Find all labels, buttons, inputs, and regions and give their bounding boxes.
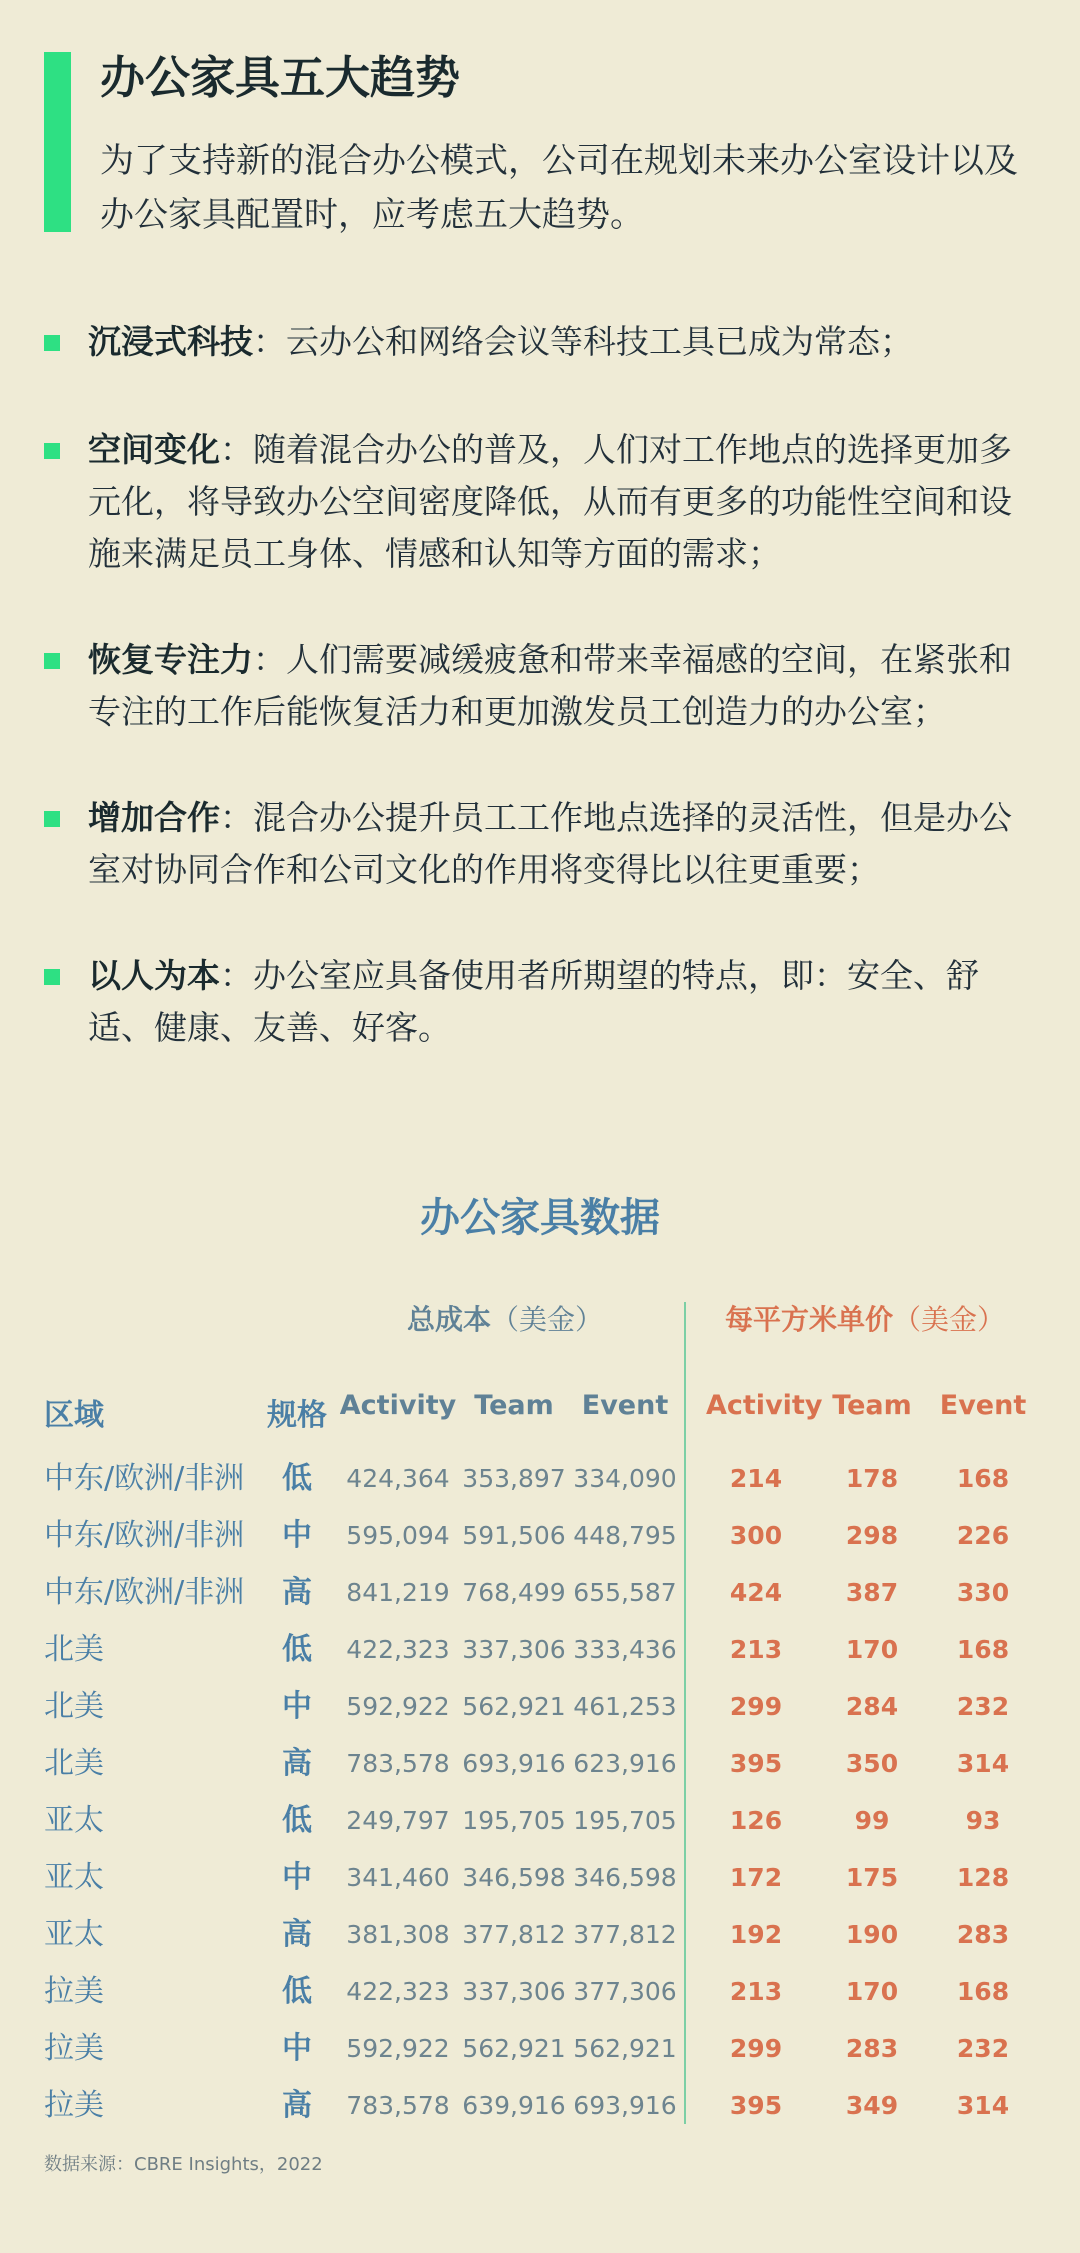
group-header-total-cost [340, 1298, 670, 1338]
cell-unit-activity: 213 [729, 1977, 783, 2006]
cell-unit-activity: 395 [729, 1749, 783, 1778]
cell-region: 拉美 [44, 2088, 104, 2123]
cell-unit-event: 232 [956, 1692, 1010, 1721]
cell-unit-team: 350 [845, 1749, 899, 1778]
group-label: 总成本 [406, 1303, 491, 1336]
cell-spec: 低 [282, 1461, 312, 1496]
cell-unit-event: 283 [956, 1920, 1010, 1949]
cell-unit-team: 170 [845, 1635, 899, 1664]
cell-region: 北美 [44, 1632, 104, 1667]
cell-region: 亚太 [44, 1803, 104, 1838]
group-unit: （美金） [893, 1303, 1006, 1336]
cell-unit-event: 232 [956, 2034, 1010, 2063]
cell-total-event: 377,812 [573, 1920, 677, 1949]
cell-total-event: 333,436 [573, 1635, 677, 1664]
header-total-event: Event [581, 1390, 669, 1421]
cell-total-activity: 783,578 [346, 1749, 450, 1778]
cell-total-team: 195,705 [462, 1806, 566, 1835]
cell-region: 中东/欧洲/非洲 [44, 1518, 245, 1553]
cell-total-team: 768,499 [462, 1578, 566, 1607]
cell-spec: 低 [282, 1974, 312, 2009]
accent-bar [44, 52, 71, 232]
cell-unit-activity: 300 [729, 1521, 783, 1550]
square-bullet-icon [44, 969, 60, 985]
cell-unit-activity: 299 [729, 1692, 783, 1721]
cell-unit-team: 190 [845, 1920, 899, 1949]
cell-total-event: 448,795 [573, 1521, 677, 1550]
cell-unit-team: 387 [845, 1578, 899, 1607]
group-label: 每平方米单价 [724, 1303, 893, 1336]
intro-paragraph: 为了支持新的混合办公模式，公司在规划未来办公室设计以及办公家具配置时，应考虑五大趋势。 [100, 141, 1018, 235]
trend-term: 恢复专注力 [88, 640, 253, 679]
cell-total-team: 562,921 [462, 1692, 566, 1721]
cell-unit-team: 284 [845, 1692, 899, 1721]
cell-unit-team: 170 [845, 1977, 899, 2006]
cell-total-activity: 783,578 [346, 2091, 450, 2120]
group-header-unit-price [690, 1298, 1040, 1338]
cell-unit-event: 168 [956, 1635, 1010, 1664]
table-row [0, 2020, 1080, 2077]
trend-text: ：云办公和网络会议等科技工具已成为常态； [253, 322, 913, 361]
cell-unit-activity: 213 [729, 1635, 783, 1664]
cell-total-activity: 424,364 [346, 1464, 450, 1493]
cell-total-activity: 592,922 [346, 1692, 450, 1721]
cell-spec: 中 [282, 1518, 312, 1553]
trend-term: 以人为本 [88, 956, 220, 995]
header-unit-event: Event [939, 1390, 1027, 1421]
cell-region: 北美 [44, 1746, 104, 1781]
cell-region: 亚太 [44, 1860, 104, 1895]
table-row [0, 1450, 1080, 1507]
cell-spec: 高 [282, 2088, 312, 2123]
cell-region: 中东/欧洲/非洲 [44, 1575, 245, 1610]
cell-region: 拉美 [44, 2031, 104, 2066]
cell-total-event: 377,306 [573, 1977, 677, 2006]
cell-unit-event: 226 [956, 1521, 1010, 1550]
table-row [0, 1735, 1080, 1792]
header-unit-team: Team [832, 1390, 912, 1421]
cell-unit-team: 99 [854, 1806, 890, 1835]
trend-term: 空间变化 [88, 430, 220, 469]
cell-unit-activity: 126 [729, 1806, 783, 1835]
trend-item [44, 316, 1044, 368]
cell-unit-event: 93 [965, 1806, 1001, 1835]
cell-total-team: 591,506 [462, 1521, 566, 1550]
trend-item [44, 950, 1044, 1054]
cell-unit-team: 298 [845, 1521, 899, 1550]
table-row [0, 1507, 1080, 1564]
header-spec: 规格 [267, 1398, 327, 1433]
data-source-note: 数据来源：CBRE Insights，2022 [44, 2154, 323, 2175]
trend-text: ：办公室应具备使用者所期望的特点，即：安全、舒适、健康、友善、好客。 [88, 956, 979, 1047]
group-unit: （美金） [491, 1303, 604, 1336]
cell-unit-activity: 299 [729, 2034, 783, 2063]
cell-unit-event: 314 [956, 2091, 1010, 2120]
cell-unit-activity: 172 [729, 1863, 783, 1892]
table-row [0, 1792, 1080, 1849]
cell-region: 北美 [44, 1689, 104, 1724]
cell-region: 中东/欧洲/非洲 [44, 1461, 245, 1496]
cell-unit-activity: 395 [729, 2091, 783, 2120]
cell-unit-event: 330 [956, 1578, 1010, 1607]
cell-total-activity: 381,308 [346, 1920, 450, 1949]
cell-unit-team: 178 [845, 1464, 899, 1493]
trend-item [44, 424, 1044, 580]
table-row [0, 1564, 1080, 1621]
cell-total-team: 639,916 [462, 2091, 566, 2120]
cell-spec: 低 [282, 1632, 312, 1667]
cell-total-event: 195,705 [573, 1806, 677, 1835]
trend-item [44, 792, 1044, 896]
cell-unit-event: 314 [956, 1749, 1010, 1778]
cell-total-activity: 595,094 [346, 1521, 450, 1550]
page-title: 办公家具五大趋势 [100, 51, 461, 104]
cell-spec: 高 [282, 1575, 312, 1610]
cell-total-team: 693,916 [462, 1749, 566, 1778]
cell-spec: 高 [282, 1746, 312, 1781]
cell-total-event: 562,921 [573, 2034, 677, 2063]
cell-unit-team: 349 [845, 2091, 899, 2120]
cell-unit-team: 283 [845, 2034, 899, 2063]
cell-spec: 中 [282, 1689, 312, 1724]
header-region: 区域 [44, 1398, 104, 1433]
square-bullet-icon [44, 653, 60, 669]
cell-total-event: 693,916 [573, 2091, 677, 2120]
cell-total-activity: 422,323 [346, 1635, 450, 1664]
cell-region: 拉美 [44, 1974, 104, 2009]
cell-total-event: 346,598 [573, 1863, 677, 1892]
cell-total-team: 562,921 [462, 2034, 566, 2063]
cell-total-event: 623,916 [573, 1749, 677, 1778]
trend-list [44, 316, 1044, 1108]
cell-total-activity: 422,323 [346, 1977, 450, 2006]
cell-total-team: 346,598 [462, 1863, 566, 1892]
cell-total-event: 655,587 [573, 1578, 677, 1607]
square-bullet-icon [44, 443, 60, 459]
cell-unit-event: 168 [956, 1977, 1010, 2006]
cell-total-event: 334,090 [573, 1464, 677, 1493]
trend-item [44, 634, 1044, 738]
trend-term: 沉浸式科技 [88, 322, 253, 361]
table-row [0, 1849, 1080, 1906]
header-total-activity: Activity [339, 1390, 457, 1421]
cell-spec: 高 [282, 1917, 312, 1952]
cell-total-team: 353,897 [462, 1464, 566, 1493]
trend-text: ：混合办公提升员工工作地点选择的灵活性，但是办公室对协同合作和公司文化的作用将变得比以往更重要； [88, 798, 1012, 889]
cell-unit-team: 175 [845, 1863, 899, 1892]
cell-unit-event: 128 [956, 1863, 1010, 1892]
table-row [0, 1906, 1080, 1963]
square-bullet-icon [44, 335, 60, 351]
header-total-team: Team [474, 1390, 554, 1421]
header-unit-activity: Activity [706, 1390, 823, 1421]
table-row [0, 1678, 1080, 1735]
cell-total-team: 337,306 [462, 1977, 566, 2006]
trend-term: 增加合作 [88, 798, 220, 837]
cell-unit-activity: 214 [729, 1464, 783, 1493]
trend-text: ：人们需要减缓疲惫和带来幸福感的空间，在紧张和专注的工作后能恢复活力和更加激发员工创造力的办公室； [88, 640, 1012, 731]
cell-total-event: 461,253 [573, 1692, 677, 1721]
cell-total-activity: 341,460 [346, 1863, 450, 1892]
cell-spec: 低 [282, 1803, 312, 1838]
trend-text: ：随着混合办公的普及，人们对工作地点的选择更加多元化，将导致办公空间密度降低，从而有更多的功能性空间和设施来满足员工身体、情感和认知等方面的需求； [88, 430, 1012, 573]
cell-total-team: 377,812 [462, 1920, 566, 1949]
cell-unit-activity: 192 [729, 1920, 783, 1949]
cell-total-activity: 249,797 [346, 1806, 450, 1835]
table-row [0, 2077, 1080, 2134]
square-bullet-icon [44, 811, 60, 827]
cell-spec: 中 [282, 1860, 312, 1895]
cell-region: 亚太 [44, 1917, 104, 1952]
cell-unit-event: 168 [956, 1464, 1010, 1493]
cell-spec: 中 [282, 2031, 312, 2066]
table-row [0, 1963, 1080, 2020]
cell-total-activity: 841,219 [346, 1578, 450, 1607]
table-row [0, 1621, 1080, 1678]
cell-total-team: 337,306 [462, 1635, 566, 1664]
table-title: 办公家具数据 [420, 1195, 660, 1241]
cell-unit-activity: 424 [729, 1578, 783, 1607]
cell-total-activity: 592,922 [346, 2034, 450, 2063]
